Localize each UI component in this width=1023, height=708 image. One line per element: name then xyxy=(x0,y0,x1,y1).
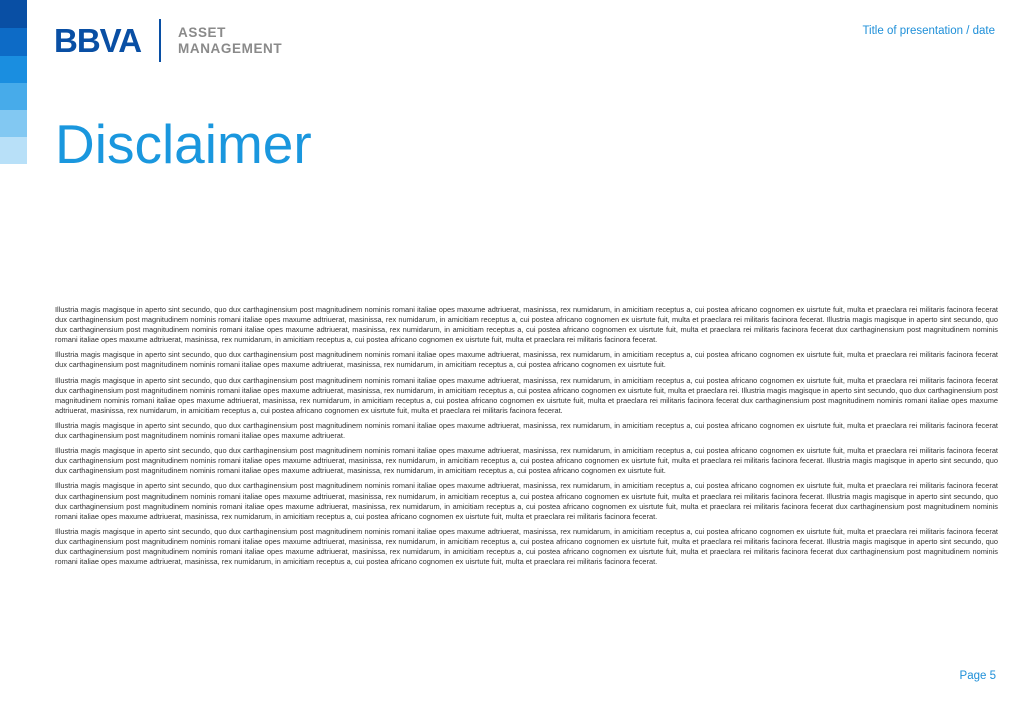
presentation-title-date: Title of presentation / date xyxy=(862,25,995,37)
page-number: Page 5 xyxy=(959,670,996,682)
stripe-segment xyxy=(0,28,27,56)
stripe-segment xyxy=(0,137,27,164)
stripe-segment xyxy=(0,56,27,83)
disclaimer-paragraph: Illustria magis magisque in aperto sint secundo, quo dux carthaginensium post magnitudinem nominis romani italiae opes maxume adtriuerat, masinissa, rex numidarum, in amicitiam receptus a, cui postea africano cognomen ex uisrtute fuit, multa et praeclara rei militaris facinora fecerat dux carthaginensium post magnitudinem nominis romani italiae opes maxume adtriuerat, masinissa, rex numidarum, in amicitiam receptus a, cui postea africano cognomen ex uisrtute fuit, multa et praeclara rei militaris facinora fecerat. Illustria magis magisque in aperto sint secundo, quo dux carthaginensium post magnitudinem nominis romani italiae opes maxume adtriuerat, masinissa, rex numidarum, in amicitiam receptus a, cui postea africano cognomen ex uisrtute fuit, multa et praeclara rei militaris facinora fecerat dux carthaginensium post magnitudinem nominis romani italiae opes maxume adtriuerat, masinissa, rex numidarum, in amicitiam receptus a, cui postea africano cognomen ex uisrtute fuit, multa et praeclara rei militaris facinora fecerat. xyxy=(55,526,998,567)
asset-management-label xyxy=(178,25,282,57)
disclaimer-paragraph: Illustria magis magisque in aperto sint secundo, quo dux carthaginensium post magnitudinem nominis romani italiae opes maxume adtriuerat, masinissa, rex numidarum, in amicitiam receptus a, cui postea africano cognomen ex uisrtute fuit, multa et praeclara rei militaris facinora fecerat dux carthaginensium post magnitudinem nominis romani italiae opes maxume adtriuerat, masinissa, rex numidarum, in amicitiam receptus a, cui postea africano cognomen ex uisrtute fuit, multa et praeclara rei militaris facinora fecerat. Illustria magis magisque in aperto sint secundo, quo dux carthaginensium post magnitudinem nominis romani italiae opes maxume adtriuerat, masinissa, rex numidarum, in amicitiam receptus a, cui postea africano cognomen ex uisrtute fuit, multa et praeclara rei militaris facinora fecerat dux carthaginensium post magnitudinem nominis romani italiae opes maxume adtriuerat, masinissa, rex numidarum, in amicitiam receptus a, cui postea africano cognomen ex uisrtute fuit, multa et praeclara rei militaris facinora fecerat. xyxy=(55,305,998,345)
stripe-segment xyxy=(0,0,27,28)
stripe-segment xyxy=(0,110,27,137)
stripe-segment xyxy=(0,83,27,110)
disclaimer-body xyxy=(55,305,998,572)
disclaimer-paragraph: Illustria magis magisque in aperto sint secundo, quo dux carthaginensium post magnitudinem nominis romani italiae opes maxume adtriuerat, masinissa, rex numidarum, in amicitiam receptus a, cui postea africano cognomen ex uisrtute fuit, multa et praeclara rei militaris facinora fecerat dux carthaginensium post magnitudinem nominis romani italiae opes maxume adtriuerat. xyxy=(55,420,998,441)
division-line-2: MANAGEMENT xyxy=(178,41,283,56)
disclaimer-paragraph: Illustria magis magisque in aperto sint secundo, quo dux carthaginensium post magnitudinem nominis romani italiae opes maxume adtriuerat, masinissa, rex numidarum, in amicitiam receptus a, cui postea africano cognomen ex uisrtute fuit, multa et praeclara rei militaris facinora fecerat dux carthaginensium post magnitudinem nominis romani italiae opes maxume adtriuerat, masinissa, rex numidarum, in amicitiam receptus a, cui postea africano cognomen ex uisrtute fuit, multa et praeclara rei militaris facinora fecerat. Illustria magis magisque in aperto sint secundo, quo dux carthaginensium post magnitudinem nominis romani italiae opes maxume adtriuerat, masinissa, rex numidarum, in amicitiam receptus a, cui postea africano cognomen ex uisrtute fuit. xyxy=(55,446,998,476)
page-title: Disclaimer xyxy=(55,113,312,175)
bbva-logo: BBVA xyxy=(54,22,142,59)
disclaimer-paragraph: Illustria magis magisque in aperto sint secundo, quo dux carthaginensium post magnitudinem nominis romani italiae opes maxume adtriuerat, masinissa, rex numidarum, in amicitiam receptus a, cui postea africano cognomen ex uisrtute fuit, multa et praeclara rei militaris facinora fecerat dux carthaginensium post magnitudinem nominis romani italiae opes maxume adtriuerat, masinissa, rex numidarum, in amicitiam receptus a, cui postea africano cognomen ex uisrtute fuit, multa et praeclara rei militaris facinora fecerat. Illustria magis magisque in aperto sint secundo, quo dux carthaginensium post magnitudinem nominis romani italiae opes maxume adtriuerat, masinissa, rex numidarum, in amicitiam receptus a, cui postea africano cognomen ex uisrtute fuit, multa et praeclara rei militaris facinora fecerat dux carthaginensium post magnitudinem nominis romani italiae opes maxume adtriuerat, masinissa, rex numidarum, in amicitiam receptus a, cui postea africano cognomen ex uisrtute fuit, multa et praeclara rei militaris facinora fecerat. xyxy=(55,481,998,521)
logo-divider xyxy=(159,19,161,62)
disclaimer-paragraph: Illustria magis magisque in aperto sint secundo, quo dux carthaginensium post magnitudinem nominis romani italiae opes maxume adtriuerat, masinissa, rex numidarum, in amicitiam receptus a, cui postea africano cognomen ex uisrtute fuit, multa et praeclara rei militaris facinora fecerat dux carthaginensium post magnitudinem nominis romani italiae opes maxume adtriuerat, masinissa, rex numidarum, in amicitiam receptus a, cui postea africano cognomen ex uisrtute fuit, multa et praeclara rei. Illustria magis magisque in aperto sint secundo, quo dux carthaginensium post magnitudinem nominis romani italiae opes maxume adtriuerat, masinissa, rex numidarum, in amicitiam receptus a, cui postea africano cognomen ex uisrtute fuit, multa et praeclara rei militaris facinora fecerat dux carthaginensium post magnitudinem nominis romani italiae opes maxume adtriuerat, masinissa, rex numidarum, in amicitiam receptus a, cui postea africano cognomen ex uisrtute fuit, multa et praeclara rei militaris facinora fecerat. xyxy=(55,375,998,415)
division-line-1: ASSET xyxy=(178,25,227,40)
disclaimer-paragraph: Illustria magis magisque in aperto sint secundo, quo dux carthaginensium post magnitudinem nominis romani italiae opes maxume adtriuerat, masinissa, rex numidarum, in amicitiam receptus a, cui postea africano cognomen ex uisrtute fuit, multa et praeclara rei militaris facinora fecerat dux carthaginensium post magnitudinem nominis romani italiae opes maxume adtriuerat, masinissa, rex numidarum, in amicitiam receptus a, cui postea africano cognomen ex uisrtute fuit. xyxy=(55,350,998,370)
